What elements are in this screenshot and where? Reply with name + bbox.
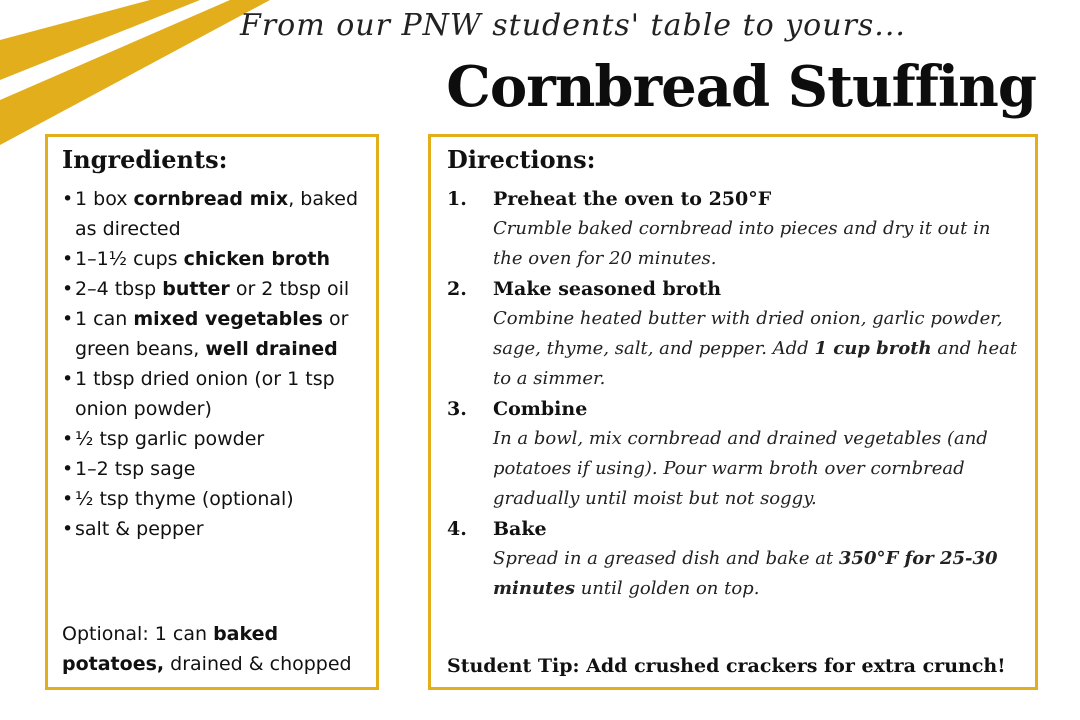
recipe-title: Cornbread Stuffing <box>446 54 1036 120</box>
direction-step <box>447 514 1019 604</box>
list-item: •1 box cornbread mix, baked as directed <box>62 188 359 240</box>
directions-steps <box>447 184 1019 604</box>
ingredients-list <box>62 184 362 544</box>
direction-step <box>447 184 1019 274</box>
step-description: In a bowl, mix cornbread and drained vegetables (and potatoes if using). Pour warm broth over cornbread gradually until moist but not soggy. <box>493 428 988 509</box>
step-description: Crumble baked cornbread into pieces and dry it out in the oven for 20 minutes. <box>493 218 991 269</box>
step-description: Spread in a greased dish and bake at 350°F for 25-30 minutes until golden on top. <box>493 548 998 599</box>
list-item: •½ tsp garlic powder <box>62 428 265 450</box>
list-item: •1 tbsp dried onion (or 1 tsp onion powder) <box>62 368 335 420</box>
list-item: •1–1½ cups chicken broth <box>62 248 330 270</box>
step-heading: Preheat the oven to 250°F <box>493 188 772 210</box>
directions-heading: Directions: <box>447 145 596 174</box>
list-item: •1 can mixed vegetables or green beans, well drained <box>62 308 349 360</box>
step-heading: Bake <box>493 518 547 540</box>
step-number: 2. <box>447 278 467 300</box>
step-number: 3. <box>447 398 467 420</box>
optional-note: Optional: 1 can baked potatoes, drained & chopped <box>62 623 352 675</box>
direction-step <box>447 394 1019 514</box>
directions-card <box>428 134 1038 690</box>
step-number: 1. <box>447 188 467 210</box>
step-description: Combine heated butter with dried onion, garlic powder, sage, thyme, salt, and pepper. Add 1 cup broth and heat to a simmer. <box>493 308 1018 389</box>
ingredients-heading: Ingredients: <box>62 145 228 174</box>
student-tip: Student Tip: Add crushed crackers for extra crunch! <box>447 655 1006 677</box>
step-heading: Combine <box>493 398 588 420</box>
list-item: •½ tsp thyme (optional) <box>62 488 294 510</box>
list-item: •salt & pepper <box>62 518 204 540</box>
list-item: •1–2 tsp sage <box>62 458 196 480</box>
direction-step <box>447 274 1019 394</box>
tagline: From our PNW students' table to yours... <box>240 8 906 43</box>
list-item: •2–4 tbsp butter or 2 tbsp oil <box>62 278 350 300</box>
ingredients-card <box>45 134 379 690</box>
step-number: 4. <box>447 518 467 540</box>
step-heading: Make seasoned broth <box>493 278 722 300</box>
